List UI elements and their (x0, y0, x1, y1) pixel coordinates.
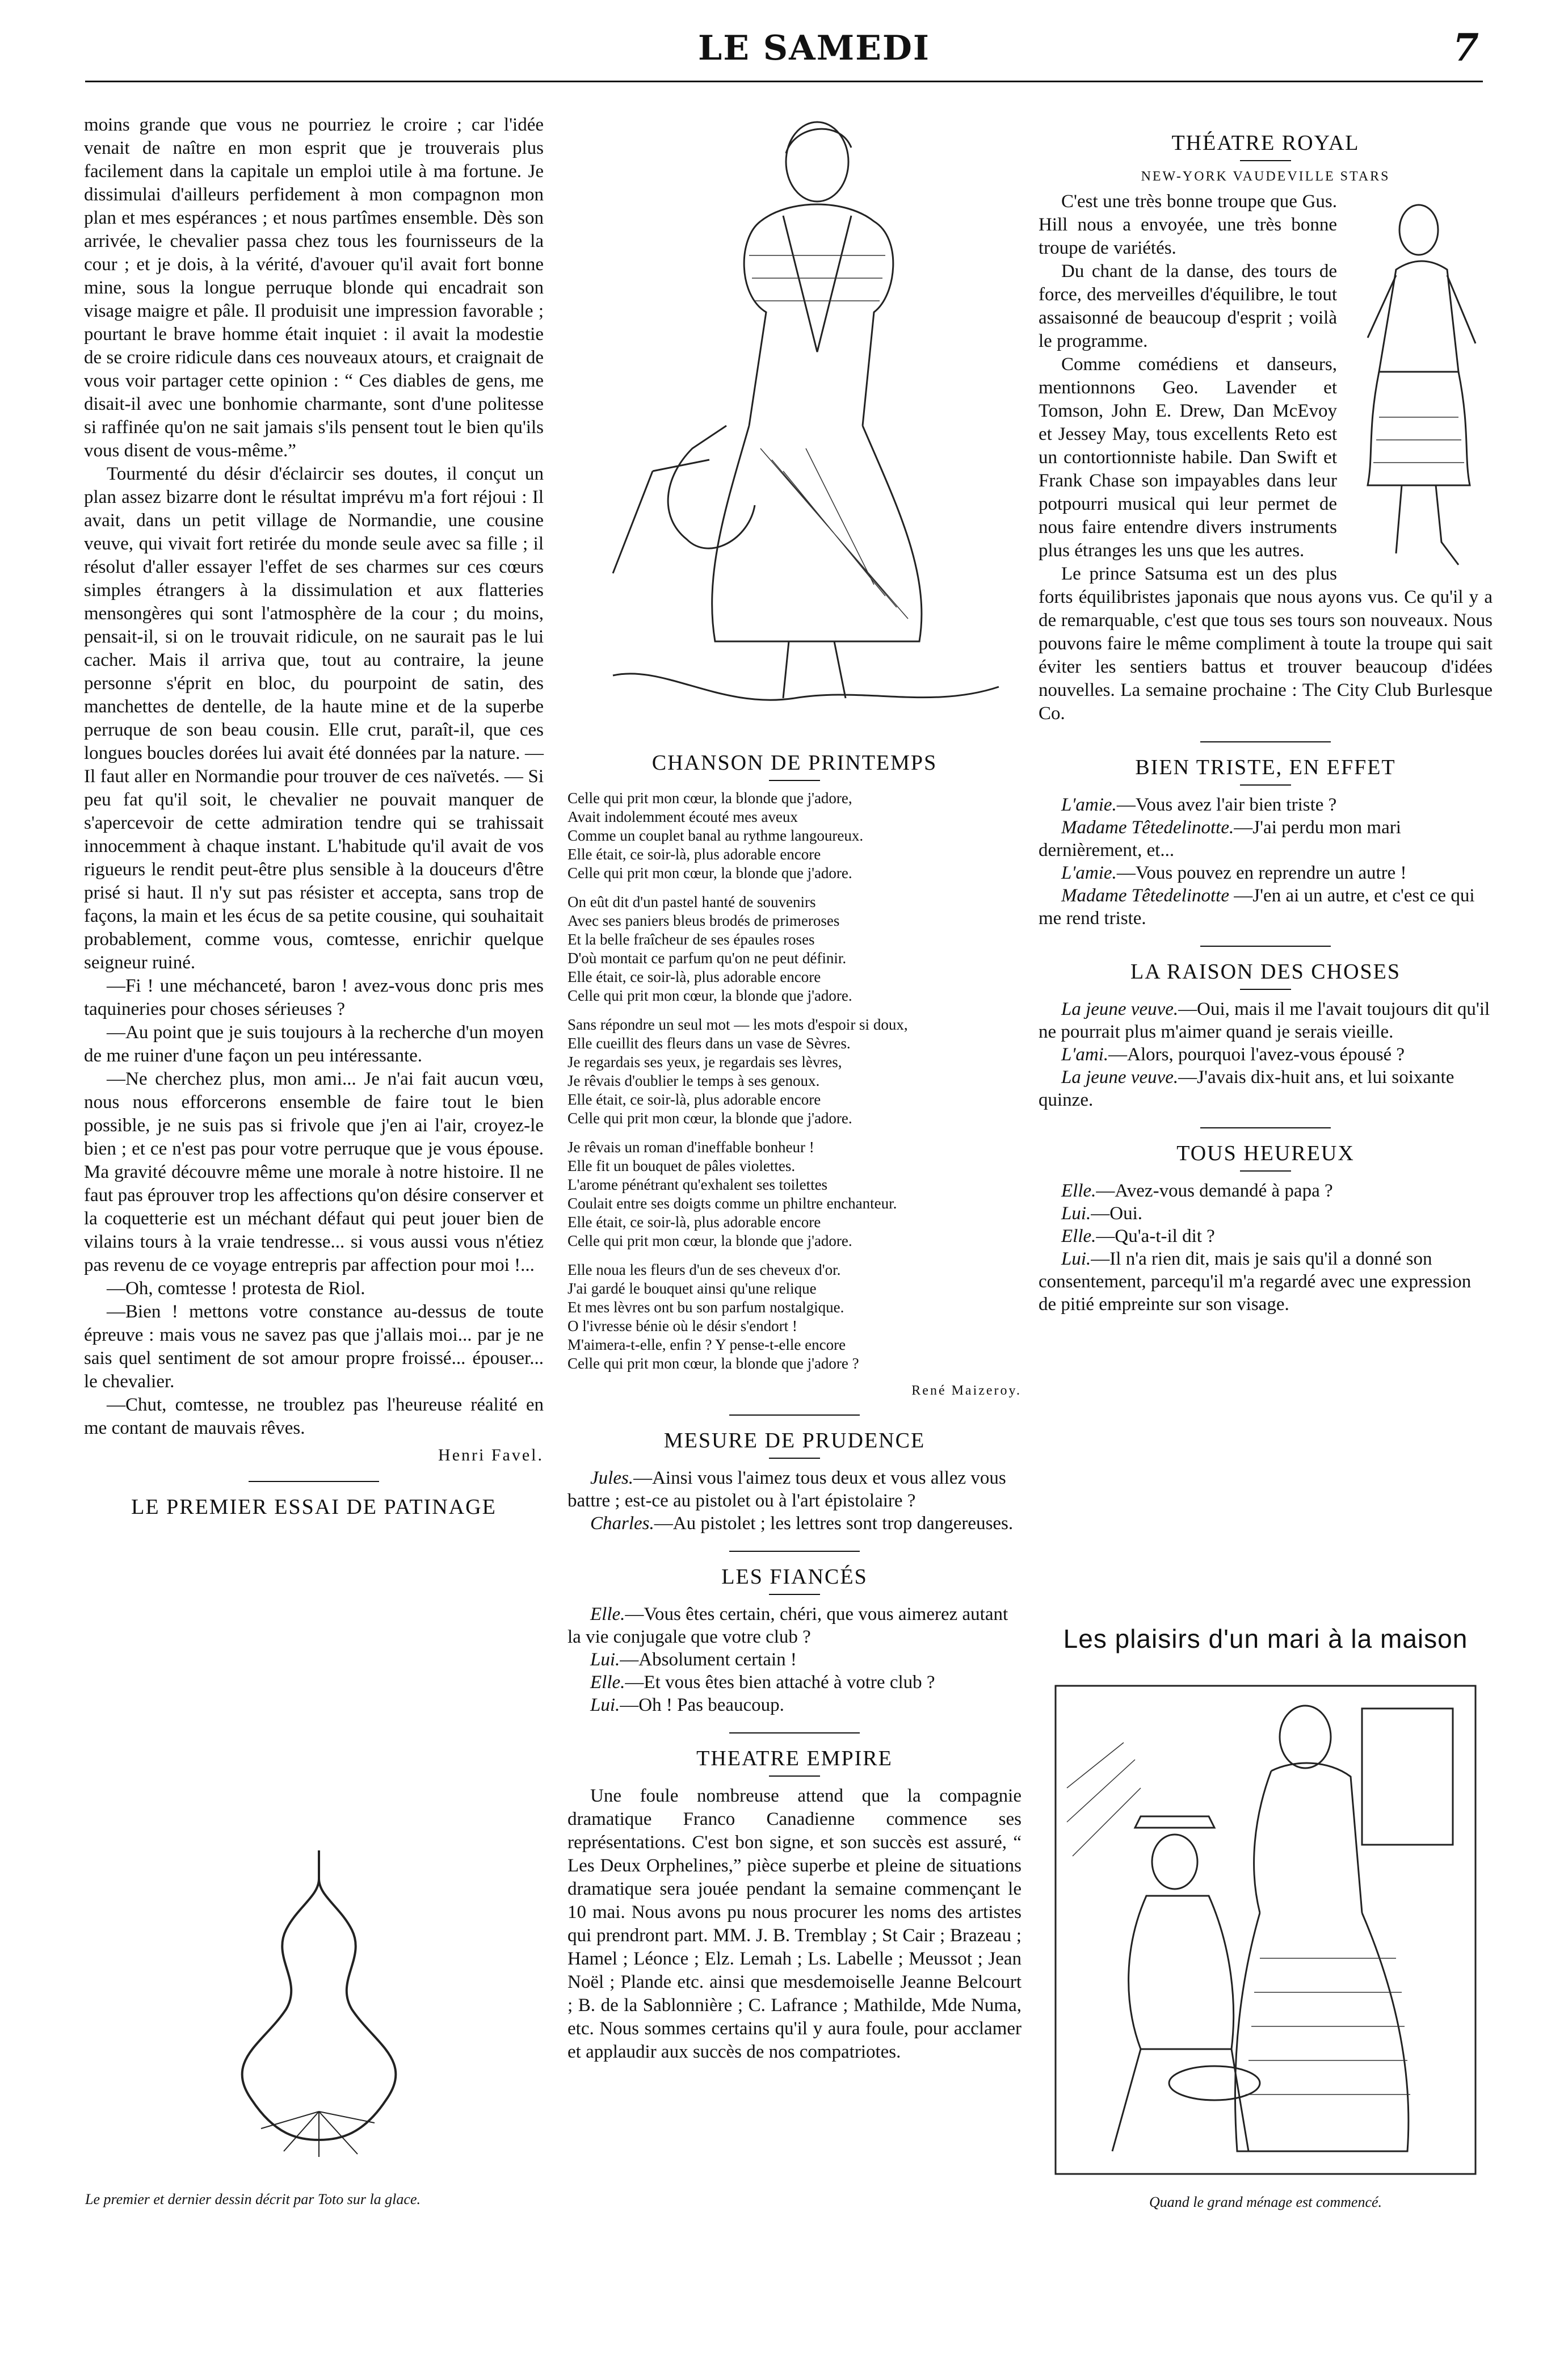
title-rule (1240, 1170, 1291, 1172)
story-paragraph: —Fi ! une méchanceté, baron ! avez-vous donc pris mes taquineries pour choses sérieuses ? (84, 976, 544, 1019)
poem-line: Elle était, ce soir-là, plus adorable encore (567, 968, 821, 985)
fiances-title: LES FIANCÉS (721, 1565, 868, 1589)
poem-stanza (567, 1261, 1021, 1373)
dialog-line (567, 1467, 1021, 1512)
poem-line: Elle était, ce soir-là, plus adorable encore (567, 846, 821, 863)
section-divider (729, 1551, 860, 1552)
poem-line: Et mes lèvres ont bu son parfum nostalgique. (567, 1299, 844, 1316)
mesure-dialog (567, 1467, 1021, 1535)
mesure-title: MESURE DE PRUDENCE (663, 1429, 926, 1453)
header-rule (85, 81, 1483, 82)
poem-line: On eût dit d'un pastel hanté de souvenirs (567, 893, 816, 910)
royal-paragraph: C'est une très bonne troupe que Gus. Hill nous a envoyée, une très bonne troupe de variétés. (1039, 191, 1337, 258)
speaker: Lui. (1061, 1203, 1091, 1224)
story-paragraph: moins grande que vous ne pourriez le croire ; car l'idée venait de naître en mon esprit que je trouverais plus facilement dans la capitale un emploi utile à ma fortune. Je dissimulai d'ailleurs perfidement à mon compagnon mon plan et mes espérances ; et nous partîmes ensemble. Dès son arrivée, le chevalier passa chez tous les fournisseurs de la cour ; et je dois, à la vérité, d'avouer qu'il avait fort bonne mine, sous la longue perruque blonde qui encadrait son visage maigre et pâle. Il produisit une impression favorable ; pourtant le brave homme était inquiet : il avait la modestie de se croire ridicule dans ces nouveaux atours, et craignait de vous voir partager cette opinion : “ Ces diables de gens, me disait-il avec une bonhomie charmante, sont d'une politesse si raffinée qu'on ne sait jamais s'ils pensent tout le bien qu'ils vous disent de vous-même.” (84, 115, 544, 461)
speaker: Lui. (590, 1695, 620, 1715)
dialog-text: —Avez-vous demandé à papa ? (1096, 1181, 1333, 1201)
royal-paragraph: Du chant de la danse, des tours de force, des merveilles d'équilibre, le tout assaisonné de beaucoup d'esprit ; voilà le programme. (1039, 261, 1337, 351)
dialog-text: —Oui, mais il me l'avait toujours dit qu'il ne pourrait plus m'aimer quand je serais vieille. (1039, 999, 1490, 1042)
dialog-line (567, 1603, 1021, 1648)
speaker: Elle. (590, 1672, 625, 1693)
dialog-line (1039, 1179, 1493, 1202)
poem-line: Elle fit un bouquet de pâles violettes. (567, 1157, 796, 1174)
chanson-title: CHANSON DE PRINTEMPS (651, 751, 938, 775)
story-signature: Henri Favel. (438, 1446, 544, 1464)
poem-stanza (567, 1138, 1021, 1250)
plaisirs-headline: Les plaisirs d'un mari à la maison (1063, 1624, 1468, 1653)
speaker: L'amie. (1061, 795, 1117, 815)
dialog-text: —Absolument certain ! (620, 1649, 797, 1670)
chanson-poem (567, 789, 1021, 1373)
poem-line: Celle qui prit mon cœur, la blonde que j'adore. (567, 1110, 852, 1127)
fiances-dialog (567, 1603, 1021, 1716)
dialog-text: —Vous êtes certain, chéri, que vous aimerez autant la vie conjugale que votre club ? (567, 1604, 1008, 1647)
title-rule (1240, 784, 1291, 786)
skating-caption: Le premier et dernier dessin décrit par Toto sur la glace. (85, 2191, 421, 2207)
page-number: 7 (1453, 26, 1479, 70)
story-paragraph: —Bien ! mettons votre constance au-dessus de toute épreuve : mais vous ne savez pas que j'allais moi... par je ne sais quel sentiment de sot amour propre froissé... épouser... le chevalier. (84, 1302, 544, 1392)
section-divider (729, 1732, 860, 1733)
title-rule (1240, 989, 1291, 990)
dialog-line (567, 1694, 1021, 1716)
speaker: La jeune veuve. (1061, 1067, 1179, 1088)
poem-line: Je rêvais d'oublier le temps à ses genoux. (567, 1072, 820, 1089)
dialog-line (1039, 816, 1493, 862)
speaker: Elle. (1061, 1181, 1096, 1201)
triste-title: BIEN TRISTE, EN EFFET (1135, 755, 1396, 779)
poem-line: Celle qui prit mon cœur, la blonde que j'adore, (567, 790, 852, 807)
section-divider (1200, 946, 1331, 947)
dialog-text: —Ainsi vous l'aimez tous deux et vous allez vous battre ; est-ce au pistolet ou à l'art épistolaire ? (567, 1468, 1006, 1511)
raison-dialog (1039, 998, 1493, 1111)
chanson-signature: René Maizeroy. (911, 1383, 1021, 1398)
title-rule (769, 1458, 820, 1459)
poem-line: Elle noua les fleurs d'un de ses cheveux d'or. (567, 1261, 841, 1278)
page-header (0, 0, 1568, 91)
plaisirs-caption: Quand le grand ménage est commencé. (1149, 2194, 1382, 2210)
royal-title: THÉATRE ROYAL (1171, 131, 1360, 155)
heureux-title: TOUS HEUREUX (1176, 1141, 1355, 1165)
dialog-line (567, 1671, 1021, 1694)
poem-line: Comme un couplet banal au rythme langoureux. (567, 827, 864, 844)
poem-line: Celle qui prit mon cœur, la blonde que j'adore. (567, 987, 852, 1004)
poem-line: O l'ivresse bénie où le désir s'endort ! (567, 1317, 797, 1334)
poem-line: Elle cueillit des fleurs dans un vase de Sèvres. (567, 1035, 851, 1052)
story-paragraph: —Chut, comtesse, ne troublez pas l'heureuse réalité en me contant de mauvais rêves. (84, 1395, 544, 1438)
section-divider (1200, 741, 1331, 742)
dialog-text: —J'avais dix-huit ans, et lui soixante quinze. (1039, 1067, 1455, 1110)
dialog-text: —J'en ai un autre, et c'est ce qui me rend triste. (1039, 885, 1475, 929)
dialog-line (1039, 1043, 1493, 1066)
poem-line: Elle était, ce soir-là, plus adorable encore (567, 1214, 821, 1231)
skating-title: LE PREMIER ESSAI DE PATINAGE (131, 1495, 497, 1519)
poem-line: Je regardais ses yeux, je regardais ses lèvres, (567, 1053, 842, 1071)
poem-line: Celle qui prit mon cœur, la blonde que j'adore. (567, 864, 852, 882)
dialog-line (1039, 1248, 1493, 1316)
speaker: L'amie. (1061, 863, 1117, 883)
speaker: La jeune veuve. (1061, 999, 1179, 1019)
title-rule (769, 1775, 820, 1777)
section-divider (249, 1481, 379, 1482)
heureux-dialog (1039, 1179, 1493, 1316)
royal-paragraph: Le prince Satsuma est un des plus forts équilibristes japonais que nous ayons vus. Ce qu'il y a de remarquable, c'est que tous ses tours son nouveaux. Nous pouvons faire le même compliment à toute la troupe qui sait éviter les sentiers battus et trouver beaucoup d'idées nouvelles. La semaine prochaine : The City Club Burlesque Co. (1039, 564, 1493, 724)
dialog-line (1039, 998, 1493, 1043)
speaker: Lui. (590, 1649, 620, 1670)
speaker: Jules. (590, 1468, 634, 1488)
poem-line: L'arome pénétrant qu'exhalent ses toilettes (567, 1176, 828, 1193)
dialog-text: —Vous avez l'air bien triste ? (1116, 795, 1337, 815)
speaker: Madame Têtedelinotte. (1061, 817, 1234, 838)
poem-line: J'ai gardé le bouquet ainsi qu'une relique (567, 1280, 817, 1297)
dialog-line (1039, 794, 1493, 816)
poem-line: Avec ses paniers bleus brodés de primeroses (567, 912, 840, 929)
speaker: Lui. (1061, 1249, 1091, 1269)
empire-title: THEATRE EMPIRE (696, 1747, 893, 1770)
story-paragraph: Tourmenté du désir d'éclaircir ses doutes, il conçut un plan assez bizarre dont le résultat imprévu m'a fort réjoui : Il avait, dans un petit village de Normandie, une cousine veuve, qui vivait fort retirée du monde seule avec sa fille ; il résolut d'aller essayer l'effet de ses charmes sur ces cœurs simples étrangers à la dissimulation et aux flatteries mensongères qui sont l'atmosphère de la cour ; du moins, pensait-il, si on le trouvait ridicule, on ne saurait pas le lui cacher. Mais il arriva que, tout au contraire, la jeune personne s'éprit en bloc, du pourpoint de satin, des manchettes de dentelle, de la haute mine et de la superbe perruque de son beau cousin. Elle crut, paraît-il, que ces longues boucles dorées lui avait été données par la nature. — Il faut aller en Normandie pour trouver de ces naïvetés. — Si peu fat qu'il soit, le chevalier ne pouvait manquer de s'apercevoir de cette admiration tendre qui se trahissait innocemment à chaque instant. L'habitude qu'il avait de vos rigueurs le rendit peut-être plus sensible à la douceurs d'être prisé si haut. Il n'y sut pas résister et accepta, sans trop de façons, la main et les écus de sa petite cousine, qui souhaitait probablement, comme vous, comtesse, enrichir quelque seigneur ruiné. (84, 464, 544, 973)
dialog-text: —J'ai perdu mon mari dernièrement, et... (1039, 817, 1401, 861)
empire-paragraph: Une foule nombreuse attend que la compagnie dramatique Franco Canadienne commence ses représentations. C'est bon signe, et son succès est assuré, “ Les Deux Orphelines,” pièce superbe et pleine de situations dramatique sera jouée pendant la semaine commençant le 10 mai. Nous avons pu nous procurer les noms des artistes qui prendront part. MM. J. B. Tremblay ; St Cair ; Brazeau ; Hamel ; Léonce ; Elz. Lemah ; Ls. Labelle ; Meussot ; Jean Noël ; Plande etc. ainsi que mesdemoiselle Jeanne Belcourt ; B. de la Sablonnière ; C. Lafrance ; Mathilde, Mde Numa, etc. Nous sommes certains qu'il y aura foule, pour acclamer et applaudir aux succès de nos compatriotes. (567, 1786, 1021, 2062)
right-column (1039, 114, 1493, 1316)
dancer-illustration (1345, 190, 1493, 576)
poem-line: Avait indolemment écouté mes aveux (567, 808, 798, 825)
speaker: L'ami. (1061, 1044, 1109, 1065)
poem-line: Je rêvais un roman d'ineffable bonheur ! (567, 1139, 814, 1156)
dialog-text: —Alors, pourquoi l'avez-vous épousé ? (1108, 1044, 1405, 1065)
story-paragraph: —Oh, comtesse ! protesta de Riol. (107, 1278, 365, 1299)
story-paragraph: —Au point que je suis toujours à la recherche d'un moyen de me ruiner d'une façon un peu intéressante. (84, 1022, 544, 1066)
poem-line: Celle qui prit mon cœur, la blonde que j'adore ? (567, 1355, 859, 1372)
left-column (84, 114, 544, 1524)
speaker: Charles. (590, 1513, 654, 1534)
woman-watering-can-illustration (579, 108, 1021, 727)
newspaper-title: LE SAMEDI (698, 28, 930, 68)
triste-dialog (1039, 794, 1493, 930)
poem-line: D'où montait ce parfum qu'on ne peut définir. (567, 950, 847, 967)
dialog-text: —Qu'a-t-il dit ? (1096, 1226, 1215, 1246)
skating-drawing (170, 1845, 465, 2163)
dialog-text: —Oh ! Pas beaucoup. (620, 1695, 784, 1715)
household-cleaning-illustration (1044, 1674, 1487, 2185)
section-divider (1200, 1127, 1331, 1128)
dialog-line (567, 1648, 1021, 1671)
dialog-text: —Vous pouvez en reprendre un autre ! (1116, 863, 1407, 883)
poem-line: Sans répondre un seul mot — les mots d'espoir si doux, (567, 1016, 908, 1033)
dialog-line (1039, 1225, 1493, 1248)
raison-title: LA RAISON DES CHOSES (1130, 960, 1401, 984)
poem-stanza (567, 1015, 1021, 1128)
dialog-text: —Et vous êtes bien attaché à votre club ? (625, 1672, 935, 1693)
poem-stanza (567, 789, 1021, 883)
title-rule (1240, 160, 1291, 161)
dialog-line (1039, 884, 1493, 930)
dialog-line (1039, 1202, 1493, 1225)
section-divider (729, 1414, 860, 1416)
speaker: Elle. (1061, 1226, 1096, 1246)
poem-stanza (567, 893, 1021, 1005)
dialog-text: —Au pistolet ; les lettres sont trop dangereuses. (654, 1513, 1014, 1534)
empire-body (567, 1785, 1021, 2064)
poem-line: M'aimera-t-elle, enfin ? Y pense-t-elle encore (567, 1336, 846, 1353)
speaker: Elle. (590, 1604, 625, 1625)
title-rule (769, 780, 820, 781)
speaker: Madame Têtedelinotte (1061, 885, 1230, 906)
royal-block (1039, 190, 1493, 725)
story-paragraph: —Ne cherchez plus, mon ami... Je n'ai fait aucun vœu, nous nous efforcerons ensemble de faire tout le bien possible, je ne suis pas si frivole que j'en ai l'air, croyez-le bien ; et ce n'est pas pour votre perruque que je vous épouse. Ma gravité découvre même une morale à notre histoire. Il ne faut pas éprouver trop les affections qu'on désire conserver et la coquetterie est un méchant défaut qui peut jouer bien de vilains tours à la vraie tendresse... si vous aussi vous n'étiez pas revenu de ce voyage entrepris par affection pour moi !... (84, 1069, 544, 1275)
dialog-line (1039, 862, 1493, 884)
middle-column (567, 738, 1021, 2064)
dialog-text: —Oui. (1091, 1203, 1143, 1224)
story-body (84, 114, 544, 1440)
royal-subtitle: NEW-YORK VAUDEVILLE STARS (1141, 169, 1390, 184)
poem-line: Et la belle fraîcheur de ses épaules roses (567, 931, 815, 948)
dialog-line (567, 1512, 1021, 1535)
royal-paragraph: Comme comédiens et danseurs, mentionnons Geo. Lavender et Tomson, John E. Drew, Dan McEvoy et Jessey May, tous excellents Reto est un contortionniste habile. Dan Swift et Frank Chase son impayables dans leur potpourri musical qui leur permet de nous faire entendre divers instruments plus étranges les uns que les autres. (1039, 354, 1337, 561)
dialog-text: —Il n'a rien dit, mais je sais qu'il a donné son consentement, parcequ'il m'a regardé avec une expression de pitié empreinte sur son visage. (1039, 1249, 1472, 1315)
dialog-line (1039, 1066, 1493, 1111)
poem-line: Coulait entre ses doigts comme un philtre enchanteur. (567, 1195, 897, 1212)
poem-line: Elle était, ce soir-là, plus adorable encore (567, 1091, 821, 1108)
poem-line: Celle qui prit mon cœur, la blonde que j'adore. (567, 1232, 852, 1249)
title-rule (769, 1594, 820, 1595)
